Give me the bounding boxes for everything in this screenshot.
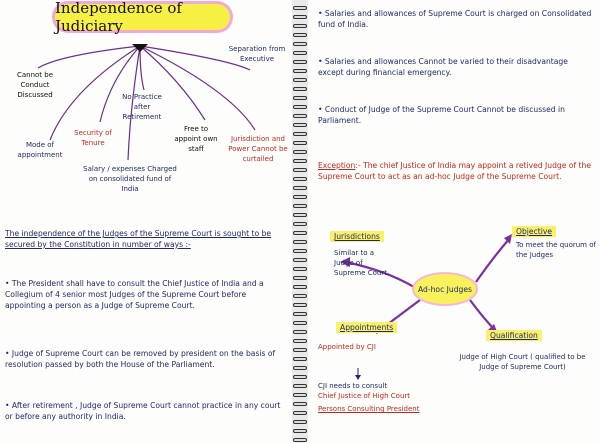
objective-text: To meet the quorum of the Judges [516, 241, 596, 260]
branch-free-to-appoint: Free to appoint own staff [174, 125, 218, 154]
right-point-1: • Salaries and allowances of Supreme Court is charged on Consolidated fund of India. [318, 9, 592, 29]
adhoc-judges-center: Ad-hoc Judges [414, 274, 476, 304]
appointments-label: Appointments [336, 322, 397, 333]
branch-cannot-be-discussed: Cannot be Conduct Discussed [16, 71, 54, 100]
right-point-3-text: Conduct of Judge of the Supreme Court Cannot be discussed in Parliament. [318, 105, 565, 125]
jurisdictions-label: Jurisdictions [330, 231, 384, 242]
left-point-3-text: After retirement , Judge of Supreme Court cannot practice in any court or before any authority in India. [5, 401, 281, 421]
left-point-2: • Judge of Supreme Court can be removed by president on the basis of resolution passed by both the House of the Parliament. [5, 349, 276, 369]
right-point-2: • Salaries and allowances Cannot be varied to their disadvantage except during financial emergency. [318, 57, 568, 77]
right-point-1-text: Salaries and allowances of Supreme Court is charged on Consolidated fund of India. [318, 9, 592, 29]
branch-no-practice: No Practice after Retirement [122, 93, 162, 122]
branch-salary: Salary / expenses Charged on consolidated fund of India [83, 165, 177, 194]
exception-text: :- The chief Justice of India may appoint a retived Judge of the Supreme Court to act as an ad-hoc Judge of the Supreme Court. [318, 161, 591, 181]
appointments-line-2: CJI needs to consult [318, 382, 388, 390]
page-title: Independence of Judiciary [55, 4, 230, 30]
exception-note [318, 160, 593, 182]
appointments-line-1: Appointed by CJI [318, 343, 376, 351]
right-point-2-text: Salaries and allowances Cannot be varied to their disadvantage except during financial emergency. [318, 57, 568, 77]
exception-label: Exception [318, 161, 356, 170]
branch-jurisdiction: Jurisdiction and Power Cannot be curtailed [228, 135, 288, 164]
intro-text: The independence of the Judges of the Supreme Court is sought to be secured by the Constitution in number of ways :- [5, 229, 272, 249]
branch-security-of-tenure: Security of Tenure [74, 129, 112, 148]
branch-mode-of-appointment: Mode of appointment [17, 141, 63, 160]
appointments-line-4: Persons Consulting President [318, 405, 420, 413]
qualification-label: Qualification [486, 330, 542, 341]
right-point-3: • Conduct of Judge of the Supreme Court Cannot be discussed in Parliament. [318, 105, 565, 125]
jurisdictions-text: Similar to a Judge of Supreme Court. [334, 249, 390, 278]
left-point-1-text: The President shall have to consult the Chief Justice of India and a Collegium of 4 senior most Judges of the Supreme Court before appointing a person as a Judge of Supreme Court. [5, 279, 264, 310]
left-point-1: • The President shall have to consult the Chief Justice of India and a Collegium of 4 senior most Judges of the Supreme Court before appointing a person as a Judge of Supreme Court. [5, 279, 264, 310]
qualification-text: Judge of High Court ( qualified to be Judge of Supreme Court) [459, 353, 586, 372]
appointments-line-3: Chief Justice of High Court [318, 392, 410, 400]
branch-separation: Separation from Executive [228, 45, 286, 64]
left-point-3: • After retirement , Judge of Supreme Court cannot practice in any court or before any authority in India. [5, 401, 281, 421]
left-point-2-text: Judge of Supreme Court can be removed by president on the basis of resolution passed by both the House of the Parliament. [5, 349, 276, 369]
objective-label: Objective [512, 226, 556, 237]
